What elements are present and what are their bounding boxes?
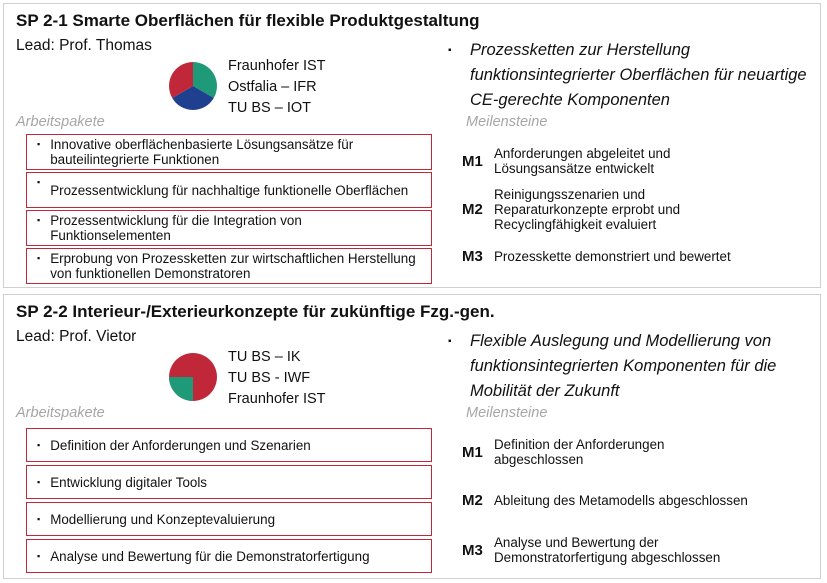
- sp1-work-package: ▪ Innovative oberflächenbasierte Lösungsansätze für bauteilintegrierte Funktionen: [26, 134, 432, 170]
- sp2-goal-text: Flexible Auslegung und Modellierung von funktionsintegrierten Komponenten für die Mobilität der Zukunft: [470, 332, 777, 400]
- milestone-text: Reinigungsszenarien und Reparaturkonzepte erprobt und Recyclingfähigkeit evaluiert: [494, 187, 681, 232]
- bullet-icon: ▪: [37, 139, 41, 149]
- milestone-id: M3: [462, 248, 483, 265]
- sp2-partner-list: [228, 347, 326, 410]
- sp1-work-label: Arbeitspakete: [16, 114, 105, 130]
- sp1-milestone: [462, 248, 794, 265]
- bullet-icon: ▪: [37, 551, 41, 561]
- sp2-pie-slice-green: [169, 377, 193, 401]
- sp1-work-package: ▪ Erprobung von Prozessketten zur wirtschaftlichen Herstellung von funktionellen Demonstratoren: [26, 248, 432, 284]
- milestone-id: M1: [462, 152, 483, 170]
- bullet-icon: ▪: [37, 215, 41, 225]
- sp1-milestone-label: Meilensteine: [466, 114, 548, 130]
- sp2-panel: [3, 294, 821, 579]
- sp2-work-package: ▪ Modellierung und Konzeptevaluierung: [26, 502, 432, 536]
- bullet-icon: ▪: [448, 336, 452, 347]
- sp2-milestone-label: Meilensteine: [466, 405, 548, 421]
- bullet-icon: ▪: [37, 477, 41, 487]
- sp2-partner: Fraunhofer IST: [228, 391, 326, 407]
- milestone-id: M1: [462, 443, 483, 461]
- sp2-milestone: [462, 437, 714, 467]
- sp1-milestone: [462, 146, 714, 176]
- sp1-lead: Lead: Prof. Thomas: [16, 37, 152, 54]
- sp2-work-package: ▪ Analyse und Bewertung für die Demonstratorfertigung: [26, 539, 432, 573]
- milestone-text: Analyse und Bewertung der Demonstratorfertigung abgeschlossen: [494, 535, 721, 565]
- sp1-goal: [448, 38, 810, 113]
- bullet-icon: ▪: [37, 440, 41, 450]
- sp1-work-package: ▪ Prozessentwicklung für die Integration von Funktionselementen: [26, 210, 432, 246]
- bullet-icon: ▪: [37, 514, 41, 524]
- sp1-panel: [3, 3, 821, 288]
- milestone-text: Prozesskette demonstriert und bewertet: [494, 249, 731, 264]
- sp1-milestone: [462, 187, 724, 232]
- sp1-partner-pie-icon: [168, 61, 218, 111]
- sp1-work-package: ▪ Prozessentwicklung für nachhaltige funktionelle Oberflächen: [26, 172, 432, 208]
- sp2-goal: [448, 329, 810, 404]
- milestone-text: Definition der Anforderungen abgeschlossen: [494, 437, 665, 467]
- sp2-work-label: Arbeitspakete: [16, 405, 105, 421]
- milestone-id: M2: [462, 201, 483, 218]
- milestone-id: M3: [462, 541, 483, 559]
- sp2-title: SP 2-2 Interieur-/Exterieurkonzepte für zukünftige Fzg.-gen.: [16, 302, 495, 321]
- sp2-work-package: ▪ Entwicklung digitaler Tools: [26, 465, 432, 499]
- milestone-text: Ableitung des Metamodells abgeschlossen: [494, 493, 748, 508]
- sp1-goal-text: Prozessketten zur Herstellung funktionsintegrierter Oberflächen für neuartige CE-gerechte Komponenten: [470, 41, 807, 109]
- bullet-icon: ▪: [37, 253, 41, 263]
- sp2-partner-pie-icon: [168, 352, 218, 402]
- milestone-text: Anforderungen abgeleitet und Lösungsansätze entwickelt: [494, 146, 671, 176]
- sp2-lead: Lead: Prof. Vietor: [16, 328, 137, 345]
- bullet-icon: ▪: [37, 177, 41, 187]
- bullet-icon: ▪: [448, 45, 452, 56]
- sp2-partner: TU BS – IK: [228, 349, 301, 365]
- sp2-partner: TU BS - IWF: [228, 370, 311, 386]
- sp2-milestone: [462, 535, 774, 565]
- milestone-id: M2: [462, 492, 483, 509]
- sp1-title: SP 2-1 Smarte Oberflächen für flexible Produktgestaltung: [16, 11, 480, 30]
- sp2-milestone: [462, 492, 794, 509]
- sp1-partner: Fraunhofer IST: [228, 58, 326, 74]
- sp1-partner: TU BS – IOT: [228, 100, 311, 116]
- sp1-partner-list: [228, 56, 326, 119]
- sp2-work-package: ▪ Definition der Anforderungen und Szenarien: [26, 428, 432, 462]
- sp1-partner: Ostfalia – IFR: [228, 79, 317, 95]
